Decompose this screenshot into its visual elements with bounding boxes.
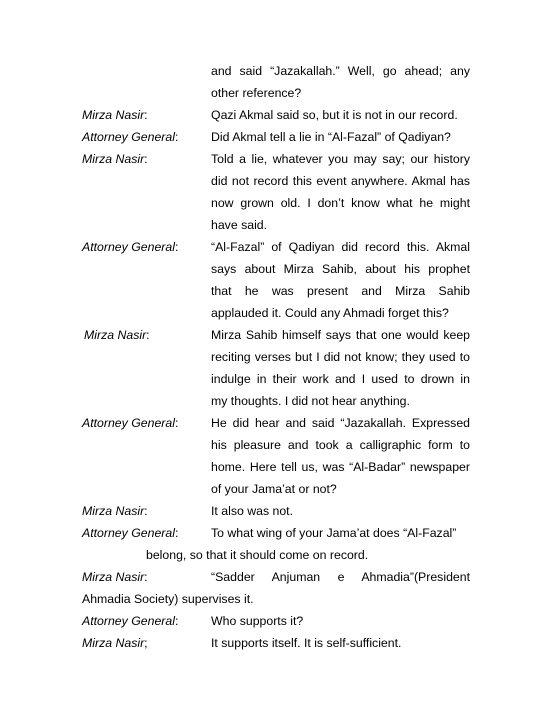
dialogue-line: reciting verses but I did not know; they used to (211, 350, 470, 364)
dialogue-line: Qazi Akmal said so, but it is not in our record. (211, 108, 458, 122)
dialogue-line: Told a lie, whatever you may say; our history (211, 152, 470, 166)
dialogue-line: Did Akmal tell a lie in “Al-Fazal” of Qadiyan? (211, 130, 451, 144)
dialogue-line: of your Jama’at or not? (211, 482, 337, 496)
dialogue-line: Who supports it? (211, 614, 304, 628)
dialogue-line: belong, so that it should come on record. (146, 548, 369, 562)
dialogue-line: “Sadder Anjuman e Ahmadia”(President (211, 570, 470, 584)
dialogue-line: Mirza Sahib himself says that one would keep (211, 328, 470, 342)
dialogue-line: applauded it. Could any Ahmadi forget this? (211, 306, 449, 320)
speaker-label: Attorney General: (82, 416, 179, 430)
dialogue-line: did not record this event anywhere. Akmal has (211, 174, 470, 188)
speaker-label: Mirza Nasir: (82, 570, 148, 584)
dialogue-line: other reference? (211, 86, 302, 100)
dialogue-line: and said “Jazakallah.” Well, go ahead; any (211, 64, 470, 78)
speaker-label: Mirza Nasir: (82, 108, 148, 122)
dialogue-line: To what wing of your Jama’at does “Al-Fazal” (211, 526, 457, 540)
dialogue-line: have said. (211, 218, 268, 232)
dialogue-line: “Al-Fazal” of Qadiyan did record this. Akmal (211, 240, 470, 254)
speaker-label: Attorney General: (82, 614, 179, 628)
dialogue-line: indulge in their work and I used to drown in (211, 372, 470, 386)
speaker-label: Mirza Nasir: (84, 328, 150, 342)
speaker-label: Mirza Nasir: (82, 152, 148, 166)
dialogue-line: that he was present and Mirza Sahib (211, 284, 470, 298)
speaker-label: Attorney General: (82, 130, 179, 144)
dialogue-line: his pleasure and took a calligraphic form to (211, 438, 470, 452)
dialogue-line: now grown old. I don’t know what he might (211, 196, 470, 210)
dialogue-line: He did hear and said “Jazakallah. Expressed (211, 416, 470, 430)
dialogue-line: home. Here tell us, was “Al-Badar” newspaper (211, 460, 470, 474)
speaker-label: Mirza Nasir: (82, 504, 148, 518)
speaker-label: Attorney General: (82, 526, 179, 540)
dialogue-line: It supports itself. It is self-sufficient. (211, 636, 402, 650)
dialogue-line: Ahmadia Society) supervises it. (82, 592, 254, 606)
speaker-label: Attorney General: (82, 240, 179, 254)
speaker-label: Mirza Nasir; (82, 636, 148, 650)
dialogue-line: my thoughts. I did not hear anything. (211, 394, 410, 408)
dialogue-line: It also was not. (211, 504, 294, 518)
dialogue-line: says about Mirza Sahib, about his prophet (211, 262, 470, 276)
